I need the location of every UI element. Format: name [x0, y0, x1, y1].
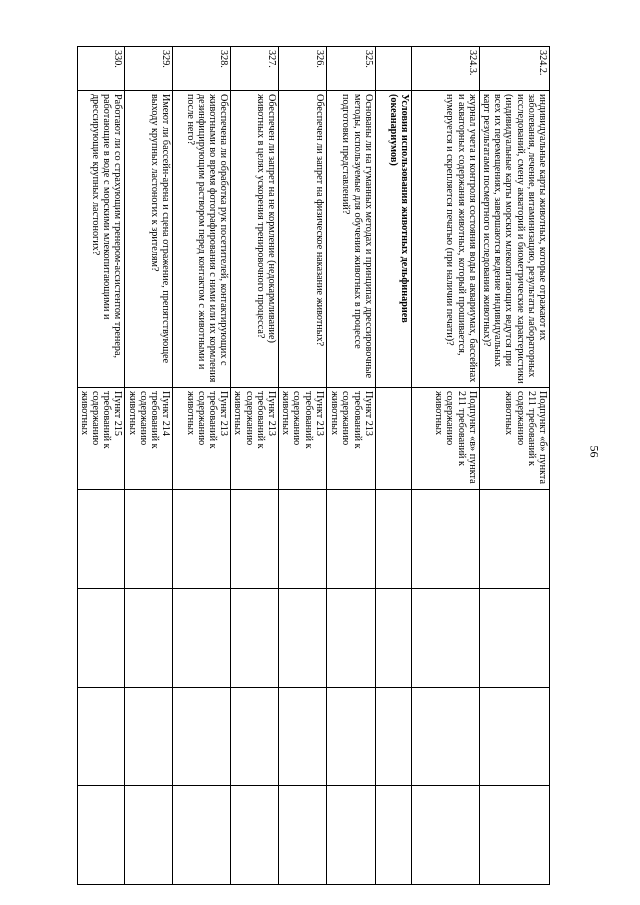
row-reference — [375, 388, 411, 490]
table-row — [326, 47, 375, 885]
answer-cell-na — [479, 687, 549, 786]
table-row — [231, 47, 279, 885]
answer-cell-na — [173, 687, 231, 786]
table-row — [125, 47, 173, 885]
row-number: 324.2. — [479, 47, 549, 91]
row-question: Работают ли со страхующим тренером-ассистентом тренера, работающие в воде с морскими млекопитающими и дрессирующие крупных ластоногих? — [77, 91, 125, 388]
page-number: 56 — [587, 445, 602, 458]
row-reference: Подпункт «в» пункта 211 требований к содержанию животных — [411, 388, 479, 490]
comment-cell — [231, 786, 279, 885]
answer-cell-na — [125, 687, 173, 786]
row-question: Обеспечена ли обработка рук посетителей, контактирующих с животными во время фотографирования с ними или их кормления дезинфицирующим раствором перед контактом с животными и после него? — [173, 91, 231, 388]
answer-cell-no — [125, 588, 173, 687]
row-reference: Пункт 214 требований к содержанию животных — [125, 388, 173, 490]
answer-cell-na — [231, 687, 279, 786]
section-title — [375, 91, 411, 388]
table-row — [278, 47, 326, 885]
answer-cell-yes — [479, 490, 549, 589]
answer-cell-yes — [173, 490, 231, 589]
table-row — [411, 47, 479, 885]
row-reference: Пункт 213 требований к содержанию животных — [173, 388, 231, 490]
answer-cell-no — [278, 588, 326, 687]
answer-cell-na — [375, 687, 411, 786]
answer-cell-yes — [77, 490, 125, 589]
row-reference: Подпункт «б» пункта 211 требований к содержанию животных — [479, 388, 549, 490]
answer-cell-no — [173, 588, 231, 687]
answer-cell-yes — [231, 490, 279, 589]
row-question: Обеспечен ли запрет на физическое наказание животных? — [278, 91, 326, 388]
row-question: журнал учета и контроля состояния воды в аквариумах, бассейнах и акваторных содержания животных, который прошивается, нумеруется и скрепляется печатью (при наличии печати)? — [411, 91, 479, 388]
row-number: 328. — [173, 47, 231, 91]
comment-cell — [326, 786, 375, 885]
answer-cell-no — [411, 588, 479, 687]
row-number: 330. — [77, 47, 125, 91]
comment-cell — [479, 786, 549, 885]
comment-cell — [411, 786, 479, 885]
row-reference: Пункт 213 требований к содержанию животных — [231, 388, 279, 490]
answer-cell-yes — [326, 490, 375, 589]
row-number: 329. — [125, 47, 173, 91]
table-row — [173, 47, 231, 885]
answer-cell-no — [326, 588, 375, 687]
row-question: индивидуальные карты животных, которые отражают их заболевания, лечение, витаминизацию, результаты лабораторных исследований, смену акваторий и биометрические характеристики (индивидуальные карты морских млекопитающих ведутся при всех их перемещениях, завершаются ведение индивидуальных карт результатами посмертного исследования животных)? — [479, 91, 549, 388]
answer-cell-yes — [375, 490, 411, 589]
answer-cell-na — [326, 687, 375, 786]
answer-cell-na — [77, 687, 125, 786]
answer-cell-yes — [125, 490, 173, 589]
answer-cell-no — [375, 588, 411, 687]
row-question: Имеют ли бассейн-арена и сцена отражение, препятствующее выходу крупных ластоногих к зрителям? — [125, 91, 173, 388]
answer-cell-yes — [278, 490, 326, 589]
answer-cell-na — [411, 687, 479, 786]
answer-cell-no — [231, 588, 279, 687]
table-row — [77, 47, 125, 885]
section-title-text: Условия использования животных дельфинариев (океанариумов) — [387, 94, 410, 323]
checklist-table — [80, 46, 550, 885]
answer-cell-na — [278, 687, 326, 786]
row-question: Основаны ли на гуманных методах и принципах дрессировочные методы, используемые для обучения животных в процессе подготовки представлений? — [326, 91, 375, 388]
comment-cell — [173, 786, 231, 885]
table-row — [375, 47, 411, 885]
row-number: 326. — [278, 47, 326, 91]
comment-cell — [125, 786, 173, 885]
comment-cell — [375, 786, 411, 885]
row-reference: Пункт 213 требований к содержанию животных — [326, 388, 375, 490]
answer-cell-yes — [411, 490, 479, 589]
row-reference: Пункт 215 требований к содержанию животных — [77, 388, 125, 490]
answer-cell-no — [479, 588, 549, 687]
comment-cell — [278, 786, 326, 885]
row-number — [375, 47, 411, 91]
answer-cell-no — [77, 588, 125, 687]
row-number: 325. — [326, 47, 375, 91]
row-reference: Пункт 213 требований к содержанию животных — [278, 388, 326, 490]
comment-cell — [77, 786, 125, 885]
table-row — [479, 47, 549, 885]
row-number: 324.3. — [411, 47, 479, 91]
row-number: 327. — [231, 47, 279, 91]
row-question: Обеспечен ли запрет на не кормление (недокармливание) животных в целях ускорения тренировочного процесса? — [231, 91, 279, 388]
